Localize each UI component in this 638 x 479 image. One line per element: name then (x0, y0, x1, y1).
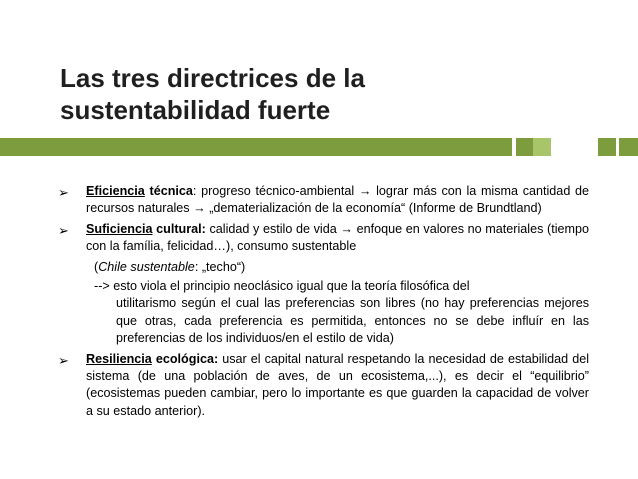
bullet-note: (Chile sustentable: „techo“) (94, 259, 246, 274)
right-arrow-icon: → (193, 201, 206, 216)
right-arrow-icon: → (340, 221, 353, 236)
bullet-resiliencia (58, 351, 589, 421)
note-source: Chile sustentable (98, 259, 195, 274)
accent-square (619, 138, 638, 156)
slide-title (60, 62, 500, 126)
bullet-text: „dematerialización de la economía“ (Informe de Brundtland) (205, 201, 542, 216)
arrow-bullet-icon: ➢ (58, 352, 69, 368)
accent-bar (0, 138, 512, 156)
bullet-eficiencia (58, 183, 589, 218)
accent-square (516, 138, 534, 156)
bullet-text: calidad y estilo de vida (205, 221, 341, 236)
bullet-term: Resiliencia (86, 351, 152, 366)
bullet-suficiencia (58, 221, 589, 256)
bullet-text: : progreso técnico-ambiental (192, 184, 359, 198)
bullet-text: enfoque en valores no materiales (tiempo con la família, felicidad…), consumo sustentable (86, 221, 590, 254)
bullet-qualifier: técnica (149, 184, 193, 198)
bullet-qualifier: cultural: (156, 221, 206, 236)
arrow-bullet-icon: ➢ (58, 185, 69, 200)
accent-square (533, 138, 551, 156)
arrow-bullet-icon: ➢ (58, 222, 69, 238)
bullet-text: usar el capital natural respetando la necesidad de estabilidad del sistema (de una población de aves, de un ecosistema,...), es decir el “equilibrio” (ecosistemas pueden cambiar, pero lo importante es que guarden la capacidad de volver a su estado anterior). (86, 351, 590, 418)
bullet-term: Eficiencia (86, 184, 145, 198)
bullet-list (58, 183, 589, 423)
bullet-qualifier: ecológica: (155, 351, 219, 366)
bullet-term: Suficiencia (86, 221, 153, 236)
bullet-text: lograr más con la misma cantidad de recursos naturales (86, 184, 590, 216)
title-line-1: Las tres directrices de la (60, 63, 365, 93)
subnote-lead: --> esto viola el principio neoclásico igual que la teoría filosófica del (94, 279, 470, 294)
right-arrow-icon: → (358, 184, 372, 198)
accent-square (598, 138, 616, 156)
title-line-2: sustentabilidad fuerte (60, 95, 331, 125)
bullet-subnote (58, 278, 589, 348)
subnote-body: utilitarismo según el cual las preferencias son libres (no hay preferencias mejores que otras, cada preferencia es permitida, entonces no se debe influír en las preferencias de los individuos/en el estilo de vida) (116, 296, 589, 346)
